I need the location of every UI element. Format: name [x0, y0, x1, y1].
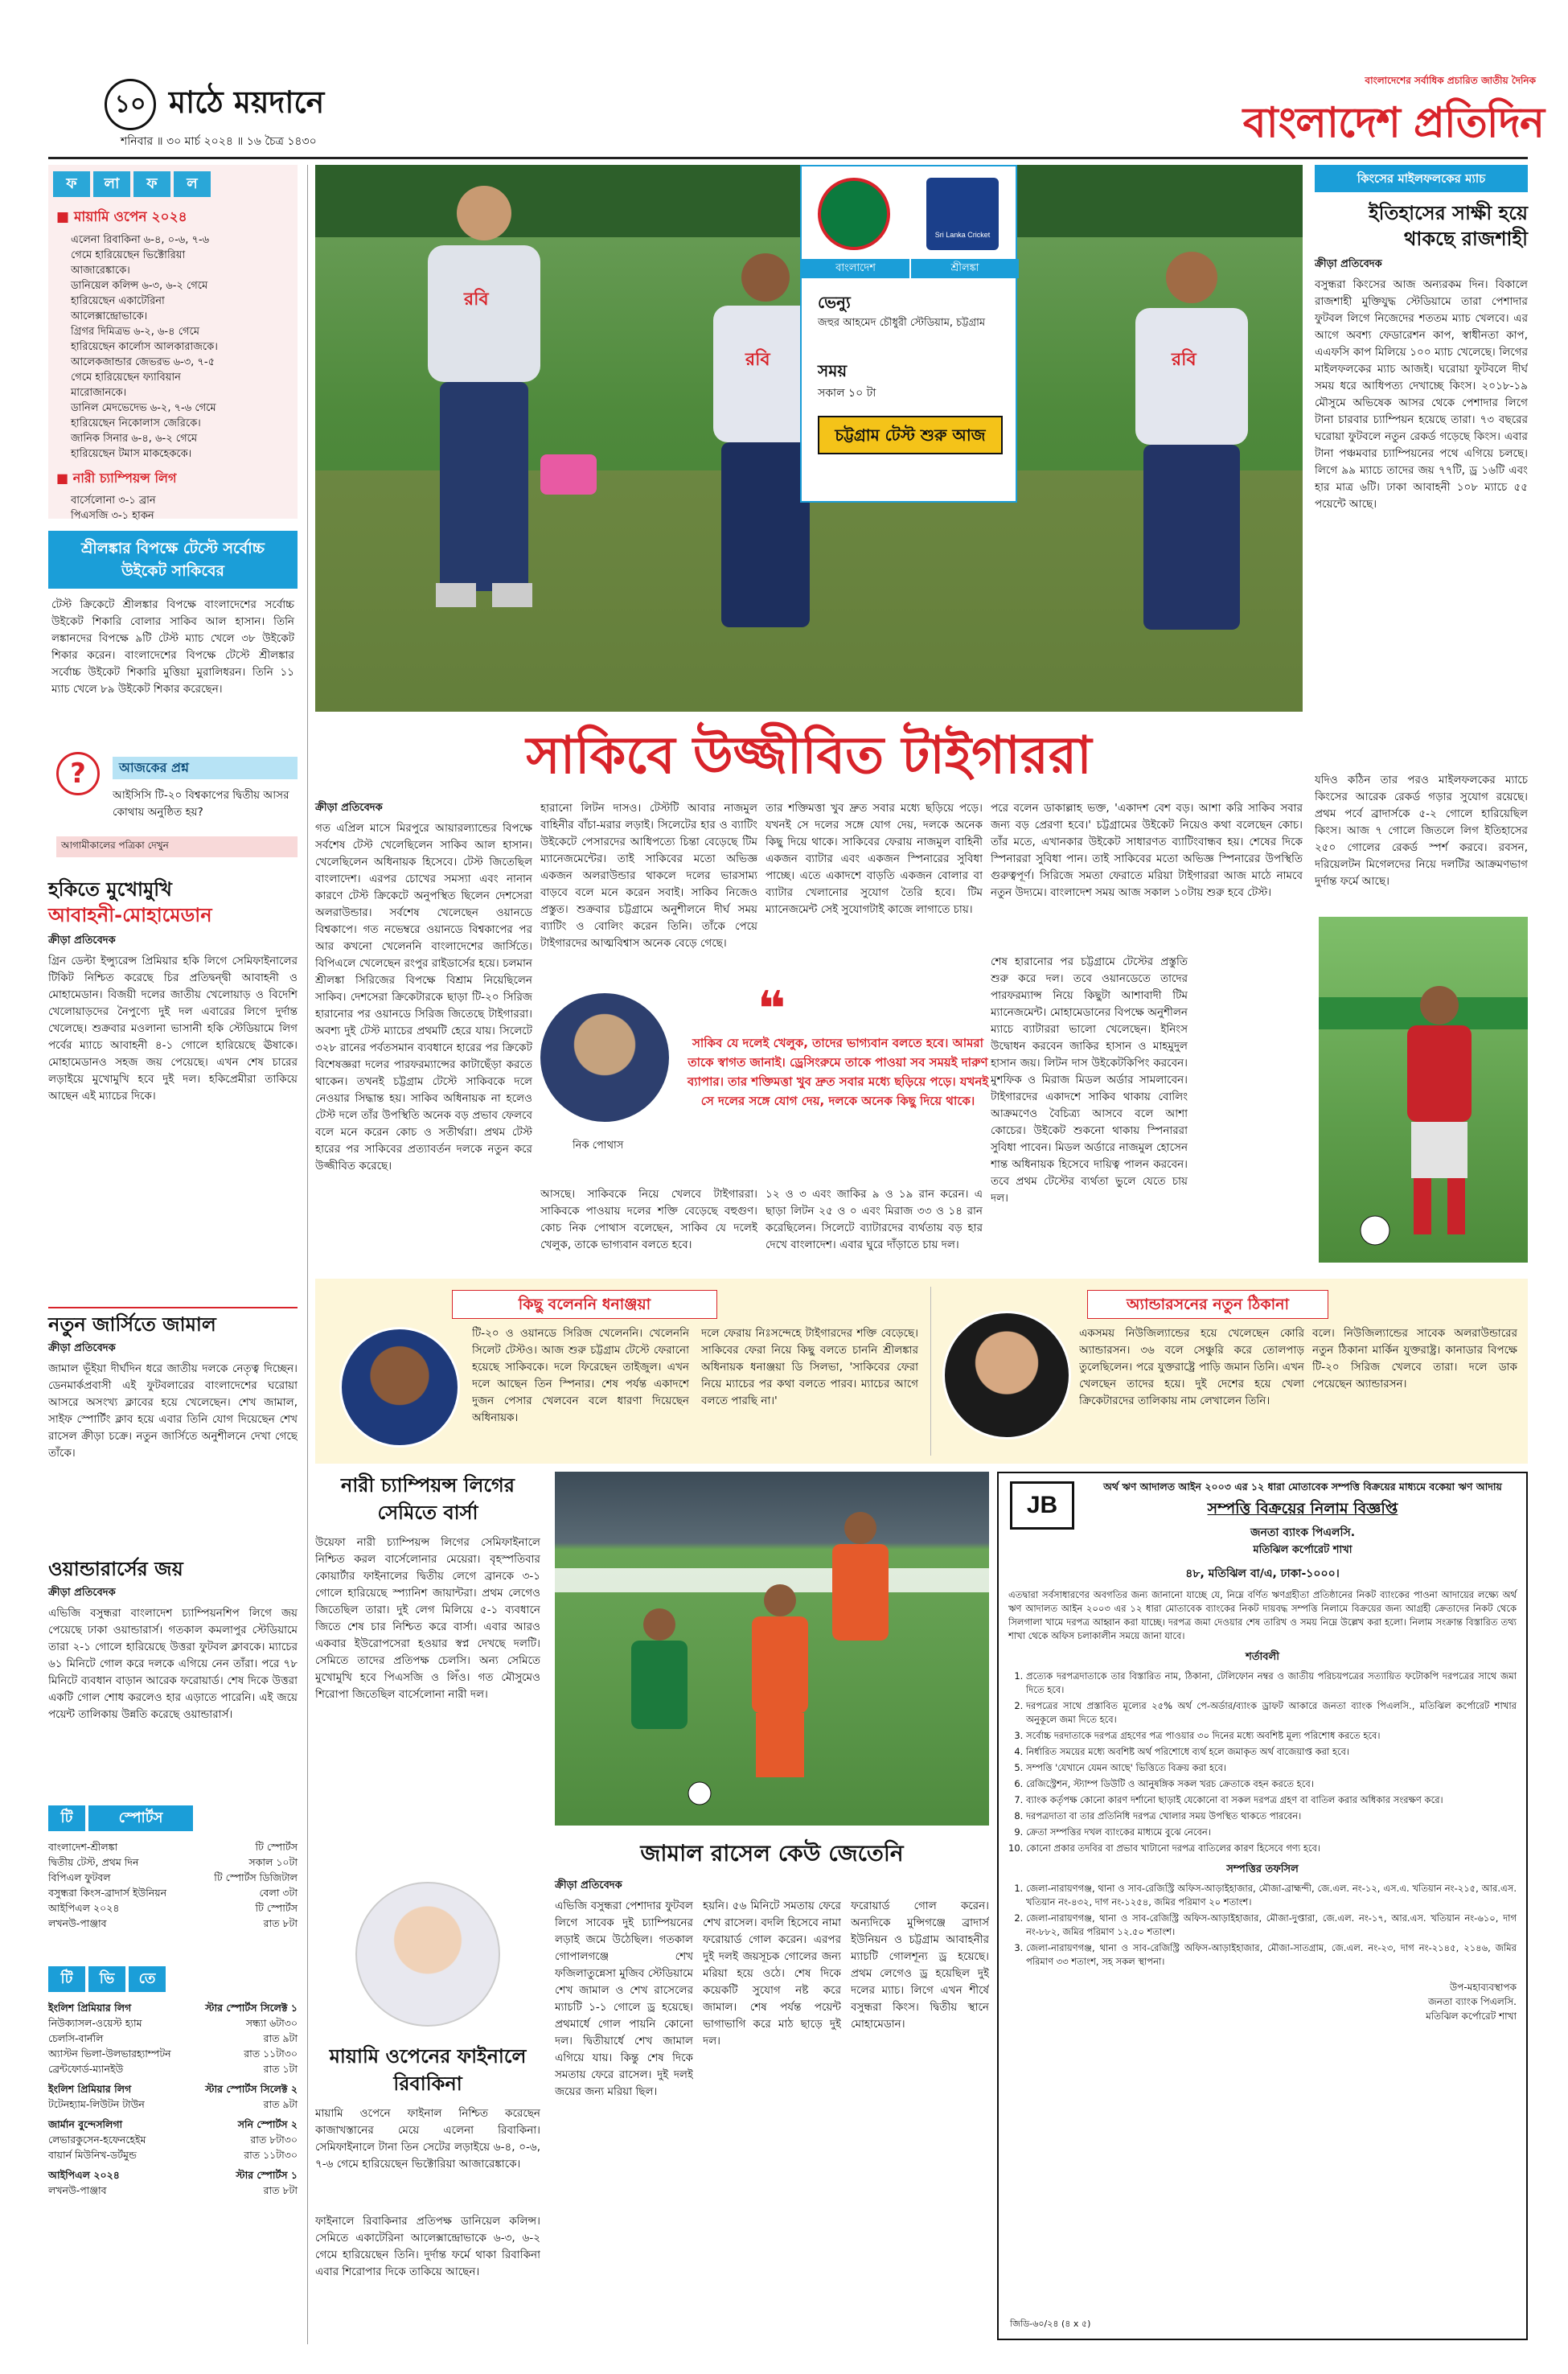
kings-player-photo	[1319, 917, 1528, 1263]
schedule-row	[48, 1916, 298, 1931]
question-icon: ?	[56, 752, 100, 795]
quiz-box	[48, 752, 298, 865]
schedule-row	[48, 2117, 298, 2132]
schedule-event: ইংলিশ প্রিমিয়ার লিগ	[48, 2002, 132, 2014]
schedule-time: টি স্পোর্টস ডিজিটাল	[214, 1871, 298, 1883]
notice-item: 2. দরপত্রের সাথে প্রস্তাবিত মূল্যের ২৫% অর্থ পে-অর্ডার/ব্যাংক ড্রাফট আকারে জনতা ব্যাংক পিএলসি., মতিঝিল কর্পোরেট শাখার অনুকূলে জমা দিতে হবে।	[1026, 1699, 1517, 1727]
shakib-record-box	[48, 531, 298, 732]
miami-result-line: হারিয়েছেন কার্লোস আলকারাজকে।	[71, 341, 218, 353]
match-info-card	[800, 165, 1017, 503]
slc-label: Sri Lanka Cricket	[934, 231, 991, 239]
schedule-time: টি স্পোর্টস	[255, 1902, 298, 1914]
sponsor-logo: রবি	[745, 350, 770, 370]
rybakina-body-1: মায়ামি ওপেনে ফাইনাল নিশ্চিত করেছেন কাজাখস্তানের মেয়ে এলেনা রিবাকিনা। সেমিফাইনালে টানা তিন সেটের লড়াইয়ে ৬-৪, ০-৬, ৭-৬ গেমে হারিয়েছেন ভিক্টোরিয়া আজারেঙ্কাকে।	[315, 2107, 540, 2171]
dhananjaya-title: কিছু বলেননি ধনাঞ্জয়া	[452, 1290, 717, 1319]
tv-schedule	[48, 1966, 298, 2336]
miami-result-line: ডানিয়েল কলিন্স ৬-৩, ৬-২ গেমে	[71, 280, 208, 292]
schedule-time: রাত ৮টা	[263, 1917, 298, 1929]
miami-result-line: আজারেঙ্কাকে।	[71, 265, 130, 277]
football-match-photo	[555, 1472, 989, 1826]
main-story-text: গত এপ্রিল মাসে মিরপুরে আয়ারল্যান্ডের বিপক্ষে সর্বশেষ টেস্ট খেলেছিলেন সাকিব আল হাসান। খেলেছিলেন অধিনায়ক হিসেবে। টেস্ট জিতেছিল বাংলাদেশ। এরপর চোখের সমস্যা এবং নানান কারণে টেস্ট ক্রিকেটে অনুপস্থিত ছিলেন দেশসেরা অলরাউন্ডার। সর্বশেষ খেলেছেন ওয়ানডে বিশ্বকাপে। গত নভেম্বরে ওয়ানডে বিশ্বকাপের পর আর কখনো খেলেননি বাংলাদেশের জার্সিতে। বিপিএলে খেলেছেন রংপুর রাইডার্সের হয়ে। চলমান শ্রীলঙ্কা সিরিজের বিপক্ষে বিশ্রাম নিয়েছিলেন সাকিব। দেশসেরা ক্রিকেটারকে ছাড়া টি-২০ সিরিজ হারানোর পর ওয়ানডে সিরিজ জিতেছে টাইগাররা। অবশ্য দুই টেস্ট ম্যাচের প্রথমটি হেরে যায়। সিলেটে ৩২৮ রানের পর্বতসমান ব্যবধানে হারের পর ক্রিকেট বিশেষজ্ঞরা দলের পারফরম্যান্সের কাটাছেঁড়া করতে থাকেন। তখনই চট্টগ্রাম টেস্টে সাকিবকে দলে নেওয়ার সিদ্ধান্ত হয়। সাকিব অধিনায়ক না হলেও টেস্ট দলে তাঁর উপস্থিতি অনেক বড় প্রভাব ফেলবে বলে মনে করেন কোচ ও সতীর্থরা। প্রথম টেস্ট হারের পর সাকিবের প্রত্যাবর্তন দলকে নতুন করে উজ্জীবিত করেছে।	[315, 822, 532, 1173]
venue: জহুর আহমেদ চৌধুরী স্টেডিয়াম, চট্টগ্রাম	[818, 317, 986, 329]
main-story-lower-2	[766, 1186, 983, 1283]
rybakina-portrait	[355, 1882, 500, 2027]
player-figure	[1135, 252, 1248, 630]
anderson-body-1: একসময় নিউজিল্যান্ডের হয়ে খেলেছেন কোরি অ্যান্ডারসন। ৩৬ বলে সেঞ্চুরি করে তোলপাড় তুলেছিলেন। পরে যুক্তরাষ্ট্রে পাড়ি জমান তিনি। এখন খেলছেন তাদের হয়ে। দুই দেশের হয়ে খেলা ক্রিকেটারদের তালিকায় নাম লেখালেন তিনি।	[1079, 1327, 1304, 1407]
schedule-event: জার্মান বুন্দেসলিগা	[48, 2118, 123, 2130]
hockey-title-2: আবাহনী-মোহামেডান	[48, 904, 212, 926]
barca-story	[315, 1472, 540, 1874]
shakib-record-title: শ্রীলঙ্কার বিপক্ষে টেস্টে সর্বোচ্চ উইকেট সাকিবের	[48, 531, 298, 589]
schedule-event: লখনউ-পাঞ্জাব	[48, 2184, 107, 2196]
terms-list	[1008, 1670, 1517, 1855]
coach-photo	[540, 993, 669, 1122]
test-start-banner: চট্টগ্রাম টেস্ট শুরু আজ	[818, 416, 1003, 454]
hockey-title-1: হকিতে মুখোমুখি	[48, 878, 172, 901]
quiz-question: আইসিসি টি-২০ বিশ্বকাপের দ্বিতীয় আসর কোথায় অনুষ্ঠিত হয়?	[113, 789, 289, 819]
rybakina-story	[315, 2043, 540, 2340]
byline: ক্রীড়া প্রতিবেদক	[48, 1587, 116, 1599]
quote-text: সাকিব যে দলেই খেলুক, তাদের ভাগ্যবান বলতে হবে। আমরা তাকে স্বাগত জানাই। ড্রেসিংরুমে তাকে পাওয়া সব সময়ই দারুণ ব্যাপার। তার শক্তিমত্তা খুব দ্রুত সবার মধ্যে ছড়িয়ে পড়ে। যখনই সে দলের সঙ্গে যোগ দেয়, দলকে অনেক কিছু দিয়ে থাকে।	[687, 1036, 989, 1108]
bd-logo	[818, 178, 890, 250]
main-story-text: তার শক্তিমত্তা খুব দ্রুত সবার মধ্যে ছড়িয়ে পড়ে। যখনই সে দলের সঙ্গে যোগ দেয়, দলকে অনেক কিছু দিয়ে থাকে। সাকিবের ফেরায় নাজমুল বাহিনী একজন ব্যাটার এবং একজন স্পিনারের সুবিধা পাচ্ছে। এতে একাদশে বাড়তি একজন বোলার বা ব্যাটার খেলানোর সুযোগ তৈরি হবে। টিম ম্যানেজমেন্ট সেই সুযোগটাই কাজে লাগাতে চায়।	[766, 802, 983, 916]
notice-intro: এতদ্বারা সর্বসাধারণের অবগতির জন্য জানানো যাচ্ছে যে, নিম্নে বর্ণিত ঋণগ্রহীতা প্রতিষ্ঠানের নিকট ব্যাংকের পাওনা আদায়ের লক্ষ্যে অর্থ ঋণ আদালত আইন ২০০৩ এর ১২ ধারা মোতাবেক ব্যাংকের নিকট দায়বদ্ধ সম্পত্তি নিলামে বিক্রয়ের জন্য আগ্রহী ক্রেতাদের নিকট থেকে সিলগালা খামে দরপত্র আহ্বান করা যাচ্ছে। দরপত্র জমা দেওয়ার শেষ তারিখ ও সময় নিম্নে উল্লেখ করা হলো। নিলাম সংক্রান্ত বিস্তারিত তথ্য শাখা থেকে অফিস চলাকালীন সময়ে জানা যাবে।	[1008, 1589, 1517, 1641]
main-story-col-1	[315, 800, 532, 1275]
dhananjaya-body-2: দলে ফেরায় নিঃসন্দেহে টাইগারদের শক্তি বেড়েছে। সাকিবের ফেরা নিয়ে কিছু বলতে চাননি শ্রীলঙ্কার অধিনায়ক ধনাঞ্জয়া ডি সিলভা, 'সাকিবের ফেরা নিয়ে ম্যাচের পর কথা বলতে পারব। ম্যাচের আগে বলতে পারছি না।'	[701, 1327, 918, 1407]
schedule-row	[48, 2183, 298, 2198]
schedule-event: চেলসি-বার্নলি	[48, 2032, 104, 2044]
main-story-col-2	[540, 800, 757, 977]
page-header	[48, 74, 1544, 154]
main-story-col-3	[766, 800, 983, 977]
schedule-event: ব্রেন্টফোর্ড-ম্যানইউ	[48, 2063, 124, 2075]
ucl-line: বার্সেলোনা ৩-১ ব্রান	[71, 495, 156, 507]
kings-title: ইতিহাসের সাক্ষী হয়ে থাকছে রাজশাহী	[1369, 202, 1528, 250]
bank-logo: JB	[1010, 1481, 1074, 1530]
mirpur-text: শেষ হারানোর পর চট্টগ্রামে টেস্টের প্রস্তুতি শুরু করে দল। তবে ওয়ানডেতে তাদের পারফরম্যান্স নিয়ে কিছুটা আশাবাদী টিম ম্যানেজমেন্ট। মোহামেডানের বিপক্ষে অনুশীলন ম্যাচে ব্যাটাররা ভালো খেলেছেন। ইনিংস উদ্বোধন করবেন জাকির হাসান ও মাহমুদুল হাসান জয়। লিটন দাস উইকেটকিপিং করবেন। মুশফিক ও মিরাজ মিডল অর্ডার সামলাবেন। টাইগারদের একাদশে সাকিব থাকায় বোলিং আক্রমণেও বৈচিত্র্য আসবে বলে আশা কোচের। উইকেট শুকনো থাকায় স্পিনাররা সুবিধা পাবেন। মিডল অর্ডারে নাজমুল হোসেন শান্ত অধিনায়ক হিসেবে দায়িত্ব পালন করবেন। তবে প্রথম টেস্টের ব্যর্থতা ভুলে যেতে চায় দল।	[991, 955, 1188, 1205]
football-match-art	[555, 1472, 989, 1826]
schedule-row	[48, 2081, 298, 2097]
byline: ক্রীড়া প্রতিবেদক	[48, 1342, 116, 1354]
schedule-event: দ্বিতীয় টেস্ট, প্রথম দিন	[48, 1856, 139, 1868]
notice-item: 4. নির্ধারিত সময়ের মধ্যে অবশিষ্ট অর্থ পরিশোধে ব্যর্থ হলে জমাকৃত অর্থ বাজেয়াপ্ত করা হবে।	[1026, 1745, 1517, 1759]
notice-signature	[1008, 1980, 1517, 2023]
main-story-text: হারানো লিটন দাসও। টেস্টটি আবার নাজমুল বাহিনীর বাঁচা-মরার লড়াই। সিলেটের হার ও ব্যাটিং উইকেটে পেসারদের আধিপত্যে চিন্তা বেড়েছে টিম ম্যানেজমেন্টের। তাই সাকিবের মতো অভিজ্ঞ একজন অলরাউন্ডার থাকলে দলের ভারসাম্য বাড়বে বলে মনে করেন সবাই। সাকিব নিজেও প্রস্তুত। শুক্রবার চট্টগ্রামে অনুশীলনে দীর্ঘ সময় ব্যাটিং ও বোলিং করেন তিনি। তাঁকে পেয়ে টাইগারদের আত্মবিশ্বাস অনেক বেড়ে গেছে।	[540, 802, 757, 950]
schedule-time: রাত ৯টা	[263, 2032, 298, 2044]
auction-notice	[997, 1472, 1528, 2340]
middle-band	[315, 1279, 1528, 1464]
schedule-row	[48, 2015, 298, 2031]
jamal-jersey-body: জামাল ভূঁইয়া দীর্ঘদিন ধরে জাতীয় দলকে নেতৃত্ব দিচ্ছেন। ডেনমার্কপ্রবাসী এই ফুটবলারের বাংলাদেশের ঘরোয়া আসরে অসংখ্য ক্লাবের হয়ে খেলেছেন। শেখ জামাল, সাইফ স্পোর্টিং ক্লাব হয়ে এবার তিনি যোগ দিয়েছেন শেখ রাসেল ক্রীড়া চক্রে। নতুন জার্সিতে অনুশীলনে দেখা গেছে তাঁকে।	[48, 1362, 298, 1460]
notice-item: 2. জেলা-নারায়ণগঞ্জ, থানা ও সাব-রেজিস্ট্রি অফিস-আড়াইহাজার, মৌজা-দুপ্তারা, জে.এল. নং-১৭, আর.এস. খতিয়ান নং-৬১০, দাগ নং-৮৮২, জমির পরিমাণ ১২.৫০ শতাংশ।	[1026, 1912, 1517, 1939]
bank-name: জনতা ব্যাংক পিএলসি.	[1250, 1526, 1356, 1539]
shakib-record-body: টেস্ট ক্রিকেটে শ্রীলঙ্কার বিপক্ষে বাংলাদেশের সর্বোচ্চ উইকেট শিকারি বোলার সাকিব আল হাসান। তিনি লঙ্কানদের বিপক্ষে ৯টি টেস্ট ম্যাচ খেলে ৩৮ উইকেট শিকার করেন। বাংলাদেশের বিপক্ষে টেস্টে শ্রীলঙ্কার সর্বোচ্চ উইকেট শিকারি মুত্তিয়া মুরালিধরন। তিনি ১১ ম্যাচ খেলে ৮৯ উইকেট শিকার করেছেন।	[51, 598, 294, 696]
schedule-time: সনি স্পোর্টস ২	[237, 2118, 298, 2130]
badge-letter: লা	[93, 171, 130, 197]
main-story-col-4	[991, 800, 1303, 1275]
byline: ক্রীড়া প্রতিবেদক	[315, 802, 383, 814]
barca-body: উয়েফা নারী চ্যাম্পিয়ন্স লিগের সেমিফাইনালে নিশ্চিত করল বার্সেলোনার মেয়েরা। বৃহস্পতিবার কোয়ার্টার ফাইনালের দ্বিতীয় লেগে ব্রানকে ৩-১ গোলে হারিয়েছে স্প্যানিশ জায়ান্টরা। প্রথম লেগেও জিতেছিল তারা। দুই লেগ মিলিয়ে ৫-১ ব্যবধানে জিতে শেষ চার নিশ্চিত করে বার্সা। এবার আরও একবার ইউরোপসেরা হওয়ার স্বপ্ন দেখছে দলটি। সেমিতে তাদের প্রতিপক্ষ চেলসি। অন্য সেমিতে মুখোমুখি হবে পিএসজি ও লিঁও। গত মৌসুমেও শিরোপা জিতেছিল বার্সেলোনা নারী দল।	[315, 1536, 540, 1701]
schedule-event: লেভারকুসেন-হফেনহেইম	[48, 2134, 146, 2146]
schedule-row	[48, 2147, 298, 2162]
tv-rows	[48, 2000, 298, 2198]
masthead-tagline: বাংলাদেশের সর্বাধিক প্রচারিত জাতীয় দৈনিক	[1365, 75, 1536, 86]
sponsor-logo: রবি	[1172, 350, 1197, 370]
dhananjaya-photo	[339, 1327, 460, 1448]
sign-title: উপ-মহাব্যবস্থাপক	[1449, 1982, 1517, 1993]
notice-item: 5. সম্পত্তি 'যেখানে যেমন আছে' ভিত্তিতে বিক্রয় করা হবে।	[1026, 1761, 1517, 1775]
schedule-row	[48, 1839, 298, 1854]
branch-address: ৪৮, মতিঝিল বা/এ, ঢাকা-১০০০।	[1185, 1567, 1340, 1580]
badge-letter: স্পোর্টস	[88, 1805, 193, 1831]
notice-item: 6. রেজিস্ট্রেশন, স্ট্যাম্প ডিউটি ও আনুষঙ্গিক সকল খরচ ক্রেতাকে বহন করতে হবে।	[1026, 1777, 1517, 1791]
byline: ক্রীড়া প্রতিবেদক	[555, 1879, 622, 1891]
kings-body-2: যদিও কঠিন তার পরও মাইলফলকের ম্যাচে কিংসের আরেক রেকর্ড গড়ার সুযোগ রয়েছে। প্রথম পর্বে ব্রাদার্সকে ৫-২ গোলে হারিয়েছিল কিংস। আজ ৭ গোলে জিতলে লিগ ইতিহাসের ২৫০ গোলের রেকর্ড স্পর্শ করবে। রবসন, দরিয়েলটন মিগেলদের নিয়ে দলটির আক্রমণভাগ দুর্দান্ত ফর্মে আছে।	[1315, 774, 1528, 888]
byline: ক্রীড়া প্রতিবেদক	[1315, 258, 1382, 270]
schedule-time: স্টার স্পোর্টস ১	[236, 2169, 298, 2181]
page-number: ১০	[105, 79, 156, 130]
schedule-event: নিউক্যাসল-ওয়েস্ট হ্যাম	[48, 2017, 142, 2029]
schedule-row	[48, 1870, 298, 1885]
sign-bank: জনতা ব্যাংক পিএলসি.	[1427, 1996, 1517, 2007]
team-sl: শ্রীলঙ্কা	[911, 259, 1019, 278]
schedule-event: অ্যাস্টন ভিলা-উলভারহ্যাম্পটন	[48, 2047, 171, 2060]
badge-letter: ফ	[53, 171, 90, 197]
coach-name: নিক পোথাস	[573, 1140, 624, 1152]
main-story-text: পরে বলেন ডাকাল্লাহ ভক্ত, 'একাদশ বেশ বড়। আশা করি সাকিব সবার জন্য বড় প্রেরণা হবে।' চট্টগ্রামের উইকেট নিয়েও কথা বলেছেন কোচ। তাঁর মতে, এখানকার উইকেট সাধারণত ব্যাটিংবান্ধব হয়। শেষের দিকে স্পিনাররা সুবিধা পান। তাই সাকিবের মতো অভিজ্ঞ স্পিনারের উপস্থিতি গুরুত্বপূর্ণ। সিরিজে সমতা ফেরাতে মরিয়া টাইগাররা আজ মাঠে নামবে নতুন উদ্যমে। বাংলাদেশ সময় আজ সকাল ১০টায় শুরু হবে টেস্ট।	[991, 802, 1303, 899]
schedule-time: স্টার স্পোর্টস সিলেক্ট ২	[205, 2083, 298, 2095]
notice-ref: জিডি-৬০/২৪ (৪ x ৫)	[1010, 2319, 1091, 2329]
masthead-logo: বাংলাদেশ প্রতিদিন	[1242, 98, 1544, 147]
hockey-story	[48, 877, 298, 1295]
section-title: মাঠে ময়দানে	[169, 84, 325, 120]
venue-label: ভেন্যু	[818, 293, 851, 312]
schedule-event: আইপিএল ২০২৪	[48, 2169, 120, 2181]
band-divider	[930, 1287, 931, 1456]
badge-letter: ভি	[88, 1966, 125, 1992]
miami-result-line: এলেনা রিবাকিনা ৬-৪, ০-৬, ৭-৬	[71, 234, 210, 246]
schedule-event: বাংলাদেশ-শ্রীলঙ্কা	[48, 1841, 118, 1853]
schedule-time: রাত ১১টা৩০	[244, 2047, 298, 2060]
schedule-event: বিপিএল ফুটবল	[48, 1871, 111, 1883]
notice-item: 7. ব্যাংক কর্তৃপক্ষ কোনো কারণ দর্শানো ছাড়াই যেকোনো বা সকল দরপত্র গ্রহণ বা বাতিল করার অধিকার সংরক্ষণ করে।	[1026, 1793, 1517, 1807]
schedule-time: স্টার স্পোর্টস সিলেক্ট ১	[205, 2002, 298, 2014]
schedule-time: সকাল ১০টা	[248, 1856, 298, 1868]
schedule-row	[48, 2167, 298, 2183]
kings-body: বসুন্ধরা কিংসের আজ অন্যরকম দিন। বিকালে রাজশাহী মুক্তিযুদ্ধ স্টেডিয়ামে তারা পেশাদার ফুটবল লিগে নিজেদের শততম ম্যাচ খেলবে। এর আগে অবশ্য ফেডারেশন কাপ, স্বাধীনতা কাপ, এএফসি কাপ মিলিয়ে ১০০ ম্যাচ খেলেছে। লিগের মাইলফলকের ম্যাচ আজই। ঘরোয়া ফুটবলে দীর্ঘ সময় ধরে আধিপত্য দেখাচ্ছে কিংস। ২০১৮-১৯ মৌসুমে অভিষেক আসর থেকে পেশাদার লিগে টানা চারবার চ্যাম্পিয়ন হয়েছে তারা। ৭৩ বছরের ঘরোয়া ফুটবলে নতুন রেকর্ড গড়েছে কিংস। এবার টানা পঞ্চমবার চ্যাম্পিয়নের পথে এগিয়ে চলছে। লিগে ৯৯ ম্যাচে তাদের জয় ৭৭টি, ড্র ১৬টি এবং হার মাত্র ৬টি। ঢাকা আবাহনী ১০৮ ম্যাচে ৫৫ পয়েন্টে আছে।	[1315, 278, 1528, 511]
miami-result-line: মারোজানকে।	[71, 387, 127, 399]
anderson-title: অ্যান্ডারসনের নতুন ঠিকানা	[1087, 1290, 1328, 1319]
jamal-russel-story	[555, 1838, 989, 2340]
miami-result-line: গেমে হারিয়েছেন ভিক্টোরিয়া	[71, 249, 186, 261]
miami-result-line: গ্রিগর দিমিত্রভ ৬-২, ৬-৪ গেমে	[71, 326, 199, 338]
ucl-line: পিএসজি ৩-১ হাকন	[71, 510, 154, 522]
jamal-russel-title: জামাল রাসেল কেউ জেতেনি	[640, 1840, 904, 1867]
miami-result-line: জানিক সিনার ৬-৪, ৬-২ গেমে	[71, 433, 198, 445]
schedule-event: বায়ার্ন মিউনিখ-ডর্টমুন্ড	[48, 2149, 137, 2161]
miami-results-list	[56, 232, 289, 462]
wanderers-title: ওয়ান্ডারার্সের জয়	[48, 1558, 183, 1580]
tv-badges	[48, 1966, 298, 1992]
property-title: সম্পত্তির তফসিল	[1226, 1863, 1299, 1875]
property-list	[1008, 1882, 1517, 1969]
miami-result-line: হারিয়েছেন একাটেরিনা	[71, 295, 165, 307]
quote-box	[540, 981, 991, 1178]
main-story-lower-1	[540, 1186, 757, 1283]
schedule-row	[48, 1885, 298, 1900]
schedule-row	[48, 2132, 298, 2147]
main-headline: সাকিবে উজ্জীবিত টাইগাররা	[526, 725, 1092, 786]
terms-title: শর্তাবলী	[1246, 1651, 1279, 1663]
column-divider	[307, 165, 308, 2344]
rybakina-photo	[315, 1882, 540, 2035]
schedule-row	[48, 2000, 298, 2015]
quiz-note: আগামীকালের পত্রিকা দেখুন	[56, 836, 298, 857]
schedule-event: লখনউ-পাঞ্জাব	[48, 1917, 107, 1929]
time-label: সময়	[818, 361, 848, 380]
badge-letter: টি	[48, 1805, 85, 1831]
main-story-text: ১২ ও ৩ এবং জাকির ৯ ও ১৯ রান করেন। এ ছাড়া লিটন ২৫ ও ০ এবং মিরাজ ৩৩ ও ১৪ রান করেছিলেন। সিলেটে ব্যাটারদের ব্যর্থতায় বড় হার দেখে বাংলাদেশ। এবার ঘুরে দাঁড়াতে চায় দল।	[766, 1188, 983, 1251]
schedule-time: টি স্পোর্টস	[255, 1841, 298, 1853]
results-badges	[48, 165, 298, 200]
miami-result-line: হারিয়েছেন টমাস মাকহেককে।	[71, 448, 192, 460]
ucl-title: ■ নারী চ্যাম্পিয়ন্স লিগ	[56, 468, 289, 490]
team-bd: বাংলাদেশ	[802, 259, 909, 278]
notice-item: 3. সর্বোচ্চ দরদাতাকে দরপত্র গ্রহণের পত্র পাওয়ার ৩০ দিনের মধ্যে অবশিষ্ট মূল্য পরিশোধ করতে হবে।	[1026, 1729, 1517, 1743]
sponsor-logo: রবি	[464, 290, 489, 310]
sign-branch: মতিঝিল কর্পোরেট শাখা	[1426, 2011, 1517, 2022]
results-panel	[48, 165, 298, 522]
schedule-row	[48, 1854, 298, 1870]
hockey-body: গ্রিন ডেল্টা ইন্স্যুরেন্স প্রিমিয়ার হকি লিগে সেমিফাইনালের টিকিট নিশ্চিত করেছে চির প্রতিদ্বন্দ্বী আবাহনী ও মোহামেডান। বিজয়ী দলের জাতীয় খেলোয়াড় ও বিদেশি খেলোয়াড়দের নৈপুণ্যে দুই দল এবারের লিগে দুর্দান্ত খেলেছে। শুক্রবার মওলানা ভাসানী হকি স্টেডিয়ামে লিগ পর্বের ম্যাচে আবাহনী ৪-১ গোলে হারিয়েছে ঊষাকে। মোহামেডানও সহজ জয় পেয়েছে। এখন শেষ চারের লড়াইয়ে মুখোমুখি হবে দুই দল। হকিপ্রেমীরা তাকিয়ে আছেন এই ম্যাচের দিকে।	[48, 955, 298, 1103]
jamal-jersey-title: নতুন জার্সিতে জামাল	[48, 1307, 298, 1337]
schedule-event: আইপিএল ২০২৪	[48, 1902, 120, 1914]
kings-player-art	[1319, 917, 1528, 1263]
notice-header: অর্থ ঋণ আদালত আইন ২০০৩ এর ১২ ধারা মোতাবেক সম্পত্তি বিক্রয়ের মাধ্যমে বকেয়া ঋণ আদায়	[1103, 1481, 1502, 1493]
tsports-badges	[48, 1805, 298, 1831]
jamal-jersey-story	[48, 1307, 298, 1548]
schedule-time: রাত ৯টা	[263, 2098, 298, 2110]
anderson-photo	[942, 1311, 1071, 1440]
quiz-title: আজকের প্রশ্ন	[113, 757, 298, 779]
notice-item: 1. প্রত্যেক দরপত্রদাতাকে তার বিস্তারিত নাম, ঠিকানা, টেলিফোন নম্বর ও জাতীয় পরিচয়পত্রের সত্যায়িত ফটোকপি দরপত্রের সাথে জমা দিতে হবে।	[1026, 1670, 1517, 1697]
byline: ক্রীড়া প্রতিবেদক	[48, 934, 116, 947]
badge-letter: ফ	[133, 171, 170, 197]
schedule-time: রাত ১১টা৩০	[244, 2149, 298, 2161]
schedule-row	[48, 2061, 298, 2076]
schedule-row	[48, 2046, 298, 2061]
notice-item: 3. জেলা-নারায়ণগঞ্জ, থানা ও সাব-রেজিস্ট্রি অফিস-আড়াইহাজার, মৌজা-সাতগ্রাম, জে.এল. নং-২৩, দাগ নং-২১৪৫, ২১৪৬, জমির পরিমাণ ৩৩ শতাংশ, সহ সকল স্থাপনা।	[1026, 1941, 1517, 1969]
wanderers-story	[48, 1556, 298, 1797]
schedule-time: রাত ১টা	[263, 2063, 298, 2075]
branch-name: মতিঝিল কর্পোরেট শাখা	[1253, 1544, 1353, 1556]
notice-item: 10. কোনো প্রকার তদবির বা প্রভাব খাটানো দরপত্র বাতিলের কারণ হিসেবে গণ্য হবে।	[1026, 1842, 1517, 1855]
kings-story	[1315, 165, 1528, 1037]
schedule-row	[48, 2031, 298, 2046]
player-figure	[428, 186, 540, 607]
badge-letter: ল	[174, 171, 211, 197]
miami-result-line: গেমে হারিয়েছেন ফ্যাবিয়ান	[71, 372, 181, 384]
schedule-row	[48, 1900, 298, 1916]
header-divider	[48, 157, 1528, 159]
badge-letter: তে	[129, 1966, 166, 1992]
miami-open-title: ■ মায়ামি ওপেন ২০২৪	[56, 207, 289, 229]
miami-result-line: ডানিল মেদভেদেভ ৬-২, ৭-৬ গেমে	[71, 402, 216, 414]
quote-icon: ❝	[757, 981, 786, 1037]
rybakina-title: মায়ামি ওপেনের ফাইনালে রিবাকিনা	[329, 2045, 527, 2095]
tsports-rows	[48, 1839, 298, 1931]
issue-date: শনিবার ॥ ৩০ মার্চ ২০২৪ ॥ ১৬ চৈত্র ১৪৩০	[121, 135, 317, 148]
wanderers-body: এভিজি বসুন্ধরা বাংলাদেশ চ্যাম্পিয়নশিপ লিগে জয় পেয়েছে ঢাকা ওয়ান্ডারার্স। গতকাল কমলাপুর স্টেডিয়ামে তারা ২-১ গোলে হারিয়েছে উত্তরা ফুটবল ক্লাবকে। ম্যাচের ৬১ মিনিটে গোল করে দলকে এগিয়ে নেন তাঁরা। পরে ৭৮ মিনিটে ব্যবধান বাড়ান আরেক ফরোয়ার্ড। শেষ দিকে উত্তরা একটি গোল শোধ করলেও হার এড়াতে পারেনি। এই জয়ে পয়েন্ট তালিকায় উন্নতি করেছে ওয়ান্ডারার্স।	[48, 1607, 298, 1721]
jamal-russel-col-3: ফরোয়ার্ড গোল করেন। অন্যদিকে মুন্সিগঞ্জে ব্রাদার্স ইউনিয়ন ও চট্টগ্রাম আবাহনীর ম্যাচটি গোলশূন্য ড্র হয়েছে। প্রথম লেগেও ড্র হয়েছিল দুই দলের ম্যাচ। লিগে এখন শীর্ষে বসুন্ধরা কিংস। দ্বিতীয় স্থানে মোহামেডান।	[851, 1900, 989, 2031]
barca-title: নারী চ্যাম্পিয়ন্স লিগের সেমিতে বার্সা	[341, 1474, 515, 1524]
miami-result-line: আলেকজান্ডার জেভরভ ৬-৩, ৭-৫	[71, 356, 215, 368]
schedule-time: সন্ধ্যা ৬টা৩০	[245, 2017, 298, 2029]
kings-tag: কিংসের মাইলফলকের ম্যাচ	[1315, 165, 1528, 192]
rybakina-body-2: ফাইনালে রিবাকিনার প্রতিপক্ষ ডানিয়েল কলিন্স। সেমিতে একাটেরিনা আলেক্সান্দ্রোভাকে ৬-৩, ৬-২ গেমে হারিয়েছেন তিনি। দুর্দান্ত ফর্মে থাকা রিবাকিনা এবার শিরোপার দিকে তাকিয়ে আছেন।	[315, 2215, 540, 2278]
miami-result-line: আলেক্সান্দ্রোভাকে।	[71, 310, 148, 322]
jamal-russel-col-1: এভিজি বসুন্ধরা পেশাদার ফুটবল লিগে সাবেক দুই চ্যাম্পিয়নের লড়াই জমে উঠেছিল। গতকাল গোপালগঞ্জে শেখ ফজিলাতুন্নেসা মুজিব স্টেডিয়ামে শেখ জামাল ও শেখ রাসেলের ম্যাচটি ১-১ গোলে ড্র হয়েছে। প্রথমার্ধে গোল পায়নি কোনো দল। দ্বিতীয়ার্ধে শেখ জামাল এগিয়ে যায়। কিন্তু শেষ দিকে সমতায় ফেরে রাসেল। দুই দলই জয়ের জন্য মরিয়া ছিল।	[555, 1900, 693, 2098]
tsports-schedule	[48, 1805, 298, 1958]
anderson-body-2: বলে। নিউজিল্যান্ডের সাবেক অলরাউন্ডারের নতুন ঠিকানা মার্কিন যুক্তরাষ্ট্র। কানাডার বিপক্ষে টি-২০ সিরিজ খেলবে তারা। দলে ডাক পেয়েছেন অ্যান্ডারসন।	[1312, 1327, 1517, 1390]
schedule-time: রাত ৮টা	[263, 2184, 298, 2196]
notice-item: 9. ক্রেতা সম্পত্তির দখল ব্যাংকের মাধ্যমে বুঝে নেবেন।	[1026, 1826, 1517, 1839]
notice-title: সম্পত্তি বিক্রয়ের নিলাম বিজ্ঞপ্তি	[1207, 1500, 1398, 1518]
schedule-event: ইংলিশ প্রিমিয়ার লিগ	[48, 2083, 132, 2095]
schedule-time: রাত ৮টা৩০	[250, 2134, 298, 2146]
jamal-russel-col-2: হয়নি। ৫৬ মিনিটে সমতায় ফেরে শেখ রাসেল। বদলি হিসেবে নামা ফরোয়ার্ড গোল করেন। এরপর দুই দলই জয়সূচক গোলের জন্য মরিয়া হয়ে ওঠে। শেষ দিকে কয়েকটি সুযোগ নষ্ট করে জামাল। শেষ পর্যন্ত পয়েন্ট ভাগাভাগি করে মাঠ ছাড়ে দুই দল।	[703, 1900, 841, 2047]
schedule-event: বসুন্ধরা কিংস-ব্রাদার্স ইউনিয়ন	[48, 1887, 167, 1899]
time: সকাল ১০ টা	[818, 387, 876, 400]
dhananjaya-body-1: টি-২০ ও ওয়ানডে সিরিজ খেলেননি। খেলেননি সিলেট টেস্টও। আজ শুরু চট্টগ্রাম টেস্টে ফেরানো হয়েছে সাকিবকে। দলে ফিরেছেন তাইজুল। এখন দলে আছেন তিন স্পিনার। শেষ পর্যন্ত একাদশে দুজন পেসার খেলবেন বলে ধারণা দিয়েছেন অধিনায়ক।	[472, 1327, 689, 1424]
miami-result-line: হারিয়েছেন নিকোলাস জেরিকে।	[71, 417, 201, 429]
schedule-time: বেলা ৩টা	[259, 1887, 298, 1899]
schedule-row	[48, 2097, 298, 2112]
badge-letter: টি	[48, 1966, 85, 1992]
schedule-event: টটেনহ্যাম-লিউটন টাউন	[48, 2098, 145, 2110]
notice-item: 8. দরপত্রদাতা বা তার প্রতিনিধি দরপত্র খোলার সময় উপস্থিত থাকতে পারবেন।	[1026, 1809, 1517, 1823]
notice-item: 1. জেলা-নারায়ণগঞ্জ, থানা ও সাব-রেজিস্ট্রি অফিস-আড়াইহাজার, মৌজা-ব্রাহ্মন্দী, জে.এল. নং-১২, এস.এ. খতিয়ান নং-২১৫, আর.এস. খতিয়ান নং-৪৩২, দাগ নং-১২৫৪, জমির পরিমাণ ২০ শতাংশ।	[1026, 1882, 1517, 1909]
sl-logo	[926, 178, 999, 250]
main-story-text: আসছে। সাকিবকে নিয়ে খেলবে টাইগাররা। সাকিবকে পাওয়ায় দলের শক্তি বেড়েছে বহুগুণ। কোচ নিক পোথাস বলেছেন, সাকিব যে দলেই খেলুক, তাকে ভাগ্যবান বলতে হবে।	[540, 1188, 757, 1251]
